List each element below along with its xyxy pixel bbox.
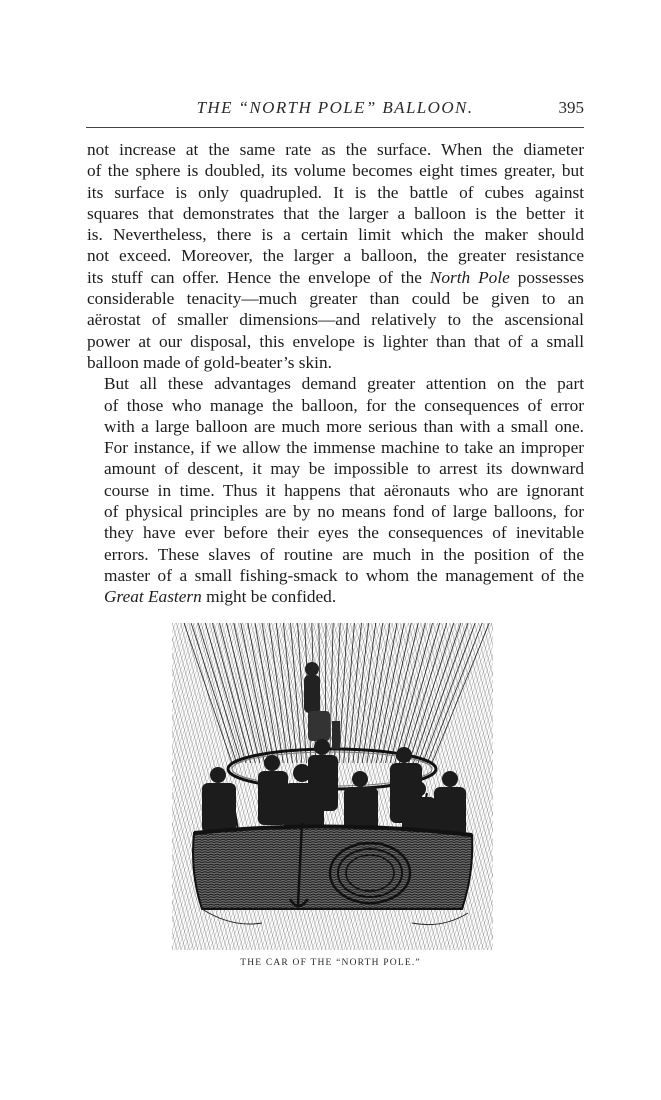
text-line — [87, 586, 584, 607]
text-line — [87, 224, 584, 245]
text-segment: aërostat of smaller dimensions—and relatively to the ascensional — [87, 310, 584, 330]
text-segment: course in time. Thus it happens that aëronauts who are ignorant — [104, 480, 584, 500]
running-title: THE “NORTH POLE” BALLOON. — [196, 98, 474, 117]
text-segment: power at our disposal, this envelope is lighter than that of a small — [87, 331, 584, 351]
text-segment: For instance, if we allow the immense machine to take an improper — [104, 438, 584, 458]
text-segment: might be confided. — [201, 587, 337, 607]
text-segment: balloon made of gold-beater’s skin. — [87, 352, 332, 372]
text-segment: possesses — [509, 267, 584, 287]
text-segment: But all these advantages demand greater attention on the part — [104, 374, 584, 394]
header-rule — [86, 127, 584, 128]
paragraph-2 — [87, 373, 584, 607]
text-line — [87, 565, 584, 586]
text-segment: with a large balloon are much more serious than with a small one. — [104, 416, 584, 436]
text-line — [87, 331, 584, 352]
running-head — [86, 98, 584, 126]
text-segment: its surface is only quadrupled. It is the battle of cubes against — [87, 182, 584, 202]
text-segment: they have ever before their eyes the consequences of inevitable — [104, 523, 584, 543]
body-text — [87, 139, 584, 608]
text-line — [87, 501, 584, 522]
text-line — [87, 203, 584, 224]
text-segment: not increase at the same rate as the surface. When the diameter — [87, 140, 584, 159]
text-segment: of physical principles are by no means fond of large balloons, for — [104, 502, 584, 522]
text-line — [87, 395, 584, 416]
paragraph-1 — [87, 139, 584, 373]
text-line — [87, 437, 584, 458]
text-line — [87, 416, 584, 437]
text-line — [87, 288, 584, 309]
text-line — [87, 373, 584, 394]
text-line — [87, 522, 584, 543]
text-segment: considerable tenacity—much greater than could be given to an — [87, 289, 584, 309]
text-segment: squares that demonstrates that the larger a balloon is the better it — [87, 203, 584, 223]
figure-caption: THE CAR OF THE “NORTH POLE.” — [240, 958, 421, 968]
page-number: 395 — [558, 98, 584, 117]
text-segment: amount of descent, it may be impossible to arrest its downward — [104, 459, 584, 479]
text-line — [87, 352, 584, 373]
text-segment: errors. These slaves of routine are much in the position of the — [104, 544, 584, 564]
italic-phrase: North Pole — [429, 267, 510, 287]
text-line — [87, 458, 584, 479]
text-line — [87, 245, 584, 266]
text-segment: of the sphere is doubled, its volume becomes eight times greater, but — [87, 161, 584, 181]
text-line — [87, 480, 584, 501]
text-segment: is. Nevertheless, there is a certain limit which the maker should — [87, 225, 584, 245]
text-segment: master of a small fishing-smack to whom the management of the — [104, 565, 584, 585]
text-line — [87, 544, 584, 565]
text-line — [87, 139, 584, 160]
text-line — [87, 160, 584, 181]
text-segment: of those who manage the balloon, for the consequences of error — [104, 395, 584, 415]
text-segment: its stuff can offer. Hence the envelope of the — [87, 267, 430, 287]
text-line — [87, 267, 584, 288]
balloon-car-engraving — [172, 623, 493, 950]
text-line — [87, 182, 584, 203]
text-line — [87, 309, 584, 330]
italic-phrase: Great Eastern — [104, 587, 202, 607]
text-segment: not exceed. Moreover, the larger a balloon, the greater resistance — [87, 246, 584, 266]
